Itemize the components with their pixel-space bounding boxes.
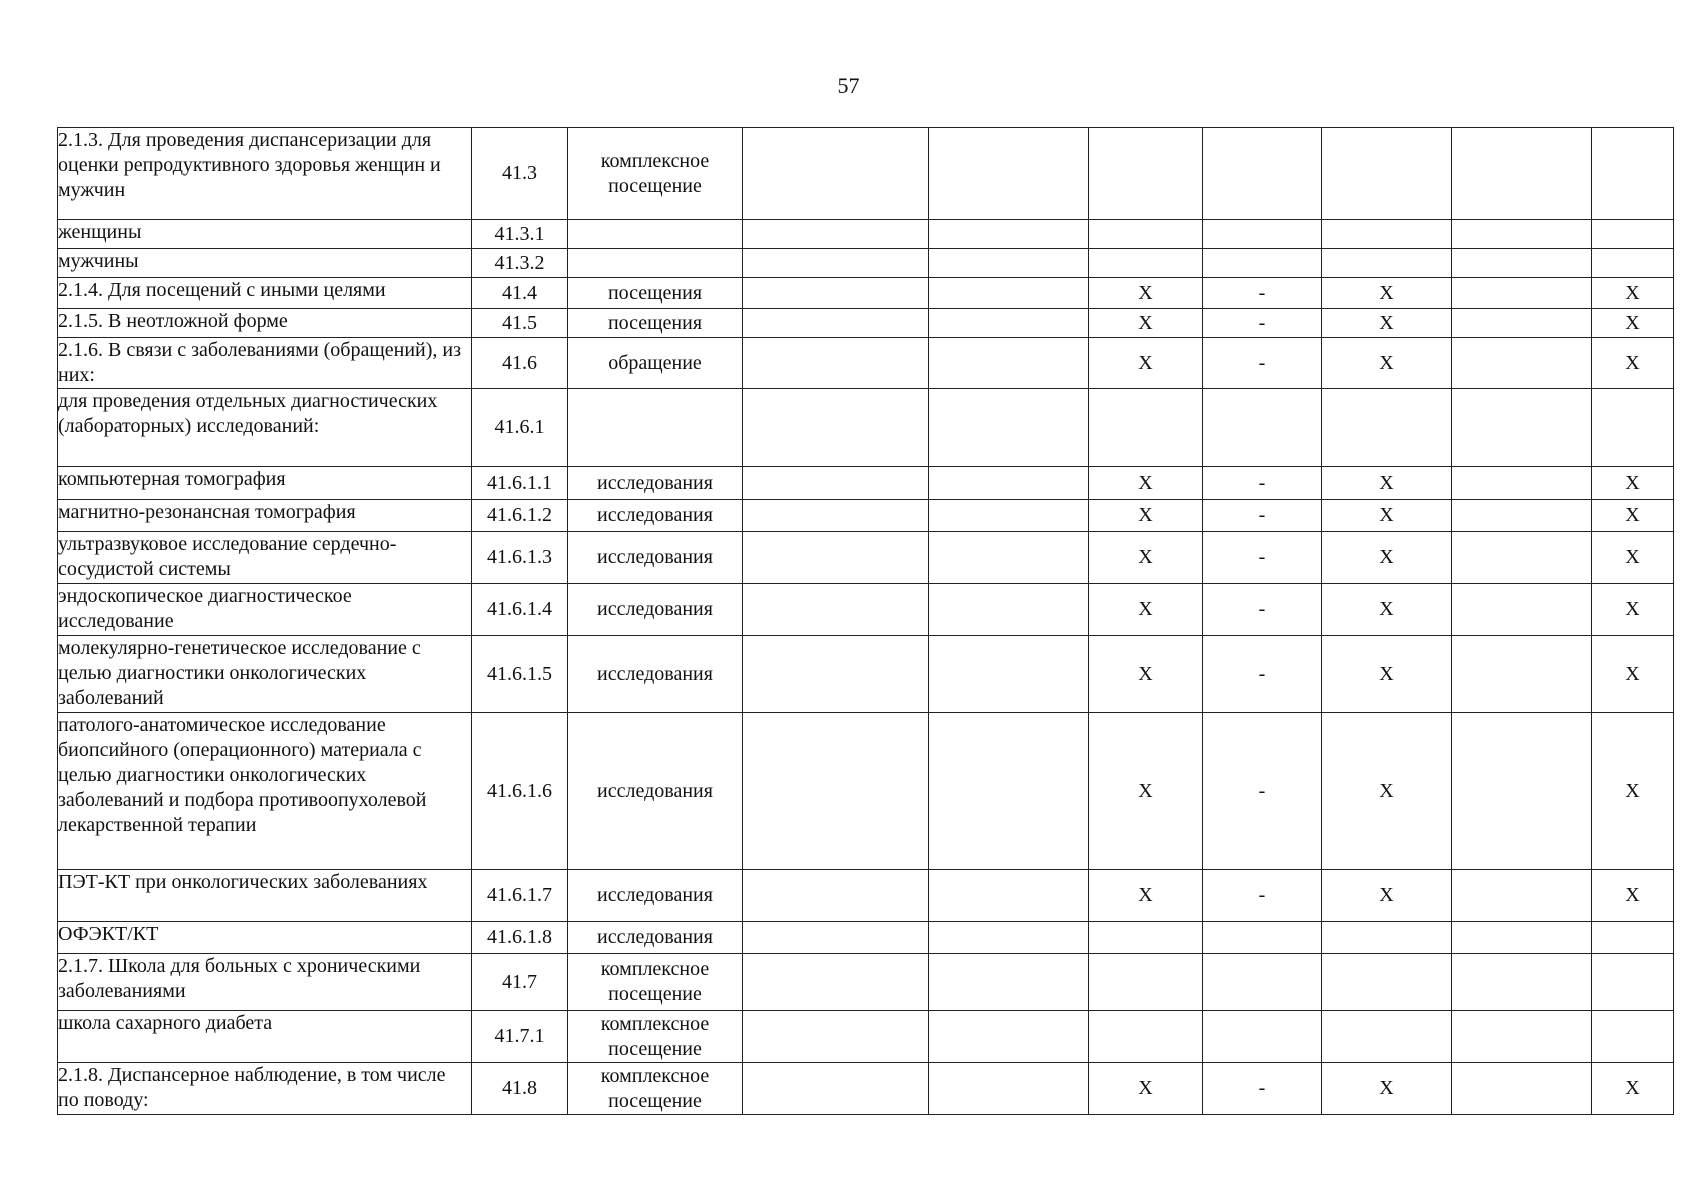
table-row xyxy=(58,954,1674,1011)
col-10-cell: X xyxy=(1592,467,1674,500)
col-4-cell xyxy=(743,532,929,584)
page-number: 57 xyxy=(837,73,860,98)
row-code-cell: 41.3.2 xyxy=(472,249,568,278)
table-row xyxy=(58,338,1674,389)
row-name-cell: ОФЭКТ/КТ xyxy=(58,922,472,954)
row-unit-cell: комплексное посещение xyxy=(568,128,743,220)
col-5-cell xyxy=(929,128,1089,220)
row-name-cell: для проведения отдельных диагностических (лабораторных) исследований: xyxy=(58,389,472,467)
col-6-cell: X xyxy=(1089,338,1203,389)
col-8-cell xyxy=(1322,954,1452,1011)
col-4-cell xyxy=(743,309,929,338)
col-9-cell xyxy=(1452,922,1592,954)
col-10-cell xyxy=(1592,220,1674,249)
row-unit-cell: посещения xyxy=(568,278,743,309)
row-code-cell: 41.3 xyxy=(472,128,568,220)
col-5-cell xyxy=(929,389,1089,467)
col-4-cell xyxy=(743,636,929,713)
col-10-cell: X xyxy=(1592,278,1674,309)
col-9-cell xyxy=(1452,467,1592,500)
col-7-cell xyxy=(1203,1011,1322,1063)
col-7-cell: - xyxy=(1203,584,1322,636)
row-unit-cell: исследования xyxy=(568,500,743,532)
table-row xyxy=(58,500,1674,532)
col-10-cell xyxy=(1592,954,1674,1011)
col-4-cell xyxy=(743,870,929,922)
col-8-cell xyxy=(1322,220,1452,249)
row-unit-cell: обращение xyxy=(568,338,743,389)
col-10-cell: X xyxy=(1592,713,1674,870)
col-6-cell: X xyxy=(1089,1063,1203,1115)
col-4-cell xyxy=(743,467,929,500)
row-name-cell: женщины xyxy=(58,220,472,249)
row-unit-cell: комплексное посещение xyxy=(568,1011,743,1063)
col-8-cell: X xyxy=(1322,713,1452,870)
row-name-cell: эндоскопическое диагностическое исследование xyxy=(58,584,472,636)
col-5-cell xyxy=(929,713,1089,870)
table-row xyxy=(58,128,1674,220)
col-6-cell xyxy=(1089,220,1203,249)
col-7-cell xyxy=(1203,389,1322,467)
row-name-cell: ПЭТ-КТ при онкологических заболеваниях xyxy=(58,870,472,922)
col-4-cell xyxy=(743,954,929,1011)
row-name-cell: ультразвуковое исследование сердечно-сосудистой системы xyxy=(58,532,472,584)
table-row xyxy=(58,922,1674,954)
col-4-cell xyxy=(743,713,929,870)
row-code-cell: 41.6.1.1 xyxy=(472,467,568,500)
col-5-cell xyxy=(929,1011,1089,1063)
row-code-cell: 41.6.1.4 xyxy=(472,584,568,636)
row-name-cell: 2.1.4. Для посещений с иными целями xyxy=(58,278,472,309)
col-4-cell xyxy=(743,128,929,220)
col-8-cell: X xyxy=(1322,870,1452,922)
row-name-cell: 2.1.3. Для проведения диспансеризации для оценки репродуктивного здоровья женщин и мужчин xyxy=(58,128,472,220)
col-10-cell: X xyxy=(1592,870,1674,922)
col-7-cell xyxy=(1203,954,1322,1011)
row-name-cell: 2.1.5. В неотложной форме xyxy=(58,309,472,338)
col-8-cell: X xyxy=(1322,500,1452,532)
col-9-cell xyxy=(1452,338,1592,389)
col-9-cell xyxy=(1452,389,1592,467)
col-9-cell xyxy=(1452,309,1592,338)
row-code-cell: 41.6.1.6 xyxy=(472,713,568,870)
row-code-cell: 41.6.1.5 xyxy=(472,636,568,713)
col-9-cell xyxy=(1452,636,1592,713)
col-6-cell: X xyxy=(1089,309,1203,338)
row-unit-cell: исследования xyxy=(568,467,743,500)
col-9-cell xyxy=(1452,584,1592,636)
row-code-cell: 41.8 xyxy=(472,1063,568,1115)
col-9-cell xyxy=(1452,954,1592,1011)
table-row xyxy=(58,636,1674,713)
col-4-cell xyxy=(743,1011,929,1063)
col-6-cell: X xyxy=(1089,532,1203,584)
col-7-cell xyxy=(1203,922,1322,954)
row-name-cell: мужчины xyxy=(58,249,472,278)
col-8-cell: X xyxy=(1322,338,1452,389)
col-5-cell xyxy=(929,467,1089,500)
table-row xyxy=(58,1011,1674,1063)
row-name-cell: молекулярно-генетическое исследование с целью диагностики онкологических заболеваний xyxy=(58,636,472,713)
col-8-cell: X xyxy=(1322,278,1452,309)
col-9-cell xyxy=(1452,532,1592,584)
col-5-cell xyxy=(929,220,1089,249)
col-7-cell: - xyxy=(1203,338,1322,389)
table-row xyxy=(58,870,1674,922)
row-unit-cell: комплексное посещение xyxy=(568,1063,743,1115)
table-row xyxy=(58,309,1674,338)
col-9-cell xyxy=(1452,870,1592,922)
row-name-cell: школа сахарного диабета xyxy=(58,1011,472,1063)
col-7-cell: - xyxy=(1203,309,1322,338)
col-4-cell xyxy=(743,500,929,532)
col-4-cell xyxy=(743,1063,929,1115)
row-name-cell: магнитно-резонансная томография xyxy=(58,500,472,532)
col-5-cell xyxy=(929,922,1089,954)
col-10-cell xyxy=(1592,922,1674,954)
col-4-cell xyxy=(743,220,929,249)
col-7-cell: - xyxy=(1203,713,1322,870)
col-10-cell xyxy=(1592,128,1674,220)
col-7-cell xyxy=(1203,220,1322,249)
col-9-cell xyxy=(1452,278,1592,309)
col-6-cell xyxy=(1089,389,1203,467)
col-6-cell: X xyxy=(1089,467,1203,500)
col-5-cell xyxy=(929,500,1089,532)
row-unit-cell: исследования xyxy=(568,870,743,922)
col-9-cell xyxy=(1452,128,1592,220)
col-10-cell xyxy=(1592,389,1674,467)
col-10-cell: X xyxy=(1592,1063,1674,1115)
data-table xyxy=(57,127,1674,1115)
col-10-cell: X xyxy=(1592,338,1674,389)
col-7-cell: - xyxy=(1203,278,1322,309)
row-unit-cell xyxy=(568,220,743,249)
row-unit-cell: посещения xyxy=(568,309,743,338)
col-4-cell xyxy=(743,922,929,954)
col-6-cell xyxy=(1089,954,1203,1011)
col-6-cell: X xyxy=(1089,278,1203,309)
row-code-cell: 41.6 xyxy=(472,338,568,389)
col-4-cell xyxy=(743,338,929,389)
row-code-cell: 41.3.1 xyxy=(472,220,568,249)
row-unit-cell xyxy=(568,389,743,467)
col-10-cell: X xyxy=(1592,500,1674,532)
col-5-cell xyxy=(929,249,1089,278)
row-code-cell: 41.6.1.3 xyxy=(472,532,568,584)
col-8-cell xyxy=(1322,1011,1452,1063)
col-8-cell: X xyxy=(1322,1063,1452,1115)
col-5-cell xyxy=(929,309,1089,338)
col-5-cell xyxy=(929,1063,1089,1115)
row-unit-cell: исследования xyxy=(568,922,743,954)
col-7-cell: - xyxy=(1203,870,1322,922)
row-code-cell: 41.6.1.8 xyxy=(472,922,568,954)
row-code-cell: 41.7.1 xyxy=(472,1011,568,1063)
row-unit-cell: исследования xyxy=(568,636,743,713)
col-6-cell: X xyxy=(1089,500,1203,532)
col-8-cell xyxy=(1322,249,1452,278)
table-row xyxy=(58,220,1674,249)
row-code-cell: 41.5 xyxy=(472,309,568,338)
row-unit-cell: комплексное посещение xyxy=(568,954,743,1011)
col-6-cell: X xyxy=(1089,636,1203,713)
table-row xyxy=(58,278,1674,309)
row-code-cell: 41.6.1 xyxy=(472,389,568,467)
table-row xyxy=(58,467,1674,500)
col-10-cell: X xyxy=(1592,309,1674,338)
col-7-cell xyxy=(1203,128,1322,220)
row-code-cell: 41.6.1.2 xyxy=(472,500,568,532)
col-7-cell xyxy=(1203,249,1322,278)
col-8-cell: X xyxy=(1322,309,1452,338)
table-row xyxy=(58,584,1674,636)
col-9-cell xyxy=(1452,249,1592,278)
col-5-cell xyxy=(929,954,1089,1011)
col-8-cell: X xyxy=(1322,636,1452,713)
col-10-cell: X xyxy=(1592,532,1674,584)
col-7-cell: - xyxy=(1203,500,1322,532)
col-10-cell xyxy=(1592,249,1674,278)
col-5-cell xyxy=(929,870,1089,922)
col-6-cell: X xyxy=(1089,870,1203,922)
row-name-cell: патолого-анатомическое исследование биопсийного (операционного) материала с целью диагностики онкологических заболеваний и подбора противоопухолевой лекарственной терапии xyxy=(58,713,472,870)
row-name-cell: компьютерная томография xyxy=(58,467,472,500)
col-8-cell: X xyxy=(1322,584,1452,636)
col-9-cell xyxy=(1452,500,1592,532)
col-7-cell: - xyxy=(1203,636,1322,713)
col-4-cell xyxy=(743,584,929,636)
col-5-cell xyxy=(929,338,1089,389)
col-9-cell xyxy=(1452,1063,1592,1115)
col-4-cell xyxy=(743,278,929,309)
row-name-cell: 2.1.7. Школа для больных с хроническими заболеваниями xyxy=(58,954,472,1011)
col-8-cell xyxy=(1322,128,1452,220)
col-8-cell: X xyxy=(1322,532,1452,584)
col-5-cell xyxy=(929,584,1089,636)
col-5-cell xyxy=(929,636,1089,713)
row-unit-cell: исследования xyxy=(568,584,743,636)
col-9-cell xyxy=(1452,713,1592,870)
col-6-cell: X xyxy=(1089,713,1203,870)
table-row xyxy=(58,249,1674,278)
col-6-cell: X xyxy=(1089,584,1203,636)
col-9-cell xyxy=(1452,220,1592,249)
col-5-cell xyxy=(929,278,1089,309)
row-code-cell: 41.4 xyxy=(472,278,568,309)
col-4-cell xyxy=(743,249,929,278)
col-8-cell: X xyxy=(1322,467,1452,500)
col-10-cell: X xyxy=(1592,584,1674,636)
col-10-cell: X xyxy=(1592,636,1674,713)
row-name-cell: 2.1.6. В связи с заболеваниями (обращений), из них: xyxy=(58,338,472,389)
col-8-cell xyxy=(1322,389,1452,467)
col-10-cell xyxy=(1592,1011,1674,1063)
row-name-cell: 2.1.8. Диспансерное наблюдение, в том числе по поводу: xyxy=(58,1063,472,1115)
col-7-cell: - xyxy=(1203,532,1322,584)
col-6-cell xyxy=(1089,1011,1203,1063)
col-8-cell xyxy=(1322,922,1452,954)
row-code-cell: 41.6.1.7 xyxy=(472,870,568,922)
row-unit-cell xyxy=(568,249,743,278)
table-row xyxy=(58,389,1674,467)
col-5-cell xyxy=(929,532,1089,584)
col-9-cell xyxy=(1452,1011,1592,1063)
col-4-cell xyxy=(743,389,929,467)
row-unit-cell: исследования xyxy=(568,713,743,870)
row-unit-cell: исследования xyxy=(568,532,743,584)
table-row xyxy=(58,532,1674,584)
col-6-cell xyxy=(1089,922,1203,954)
col-6-cell xyxy=(1089,128,1203,220)
row-code-cell: 41.7 xyxy=(472,954,568,1011)
table-row xyxy=(58,1063,1674,1115)
col-7-cell: - xyxy=(1203,467,1322,500)
table-row xyxy=(58,713,1674,870)
col-7-cell: - xyxy=(1203,1063,1322,1115)
col-6-cell xyxy=(1089,249,1203,278)
